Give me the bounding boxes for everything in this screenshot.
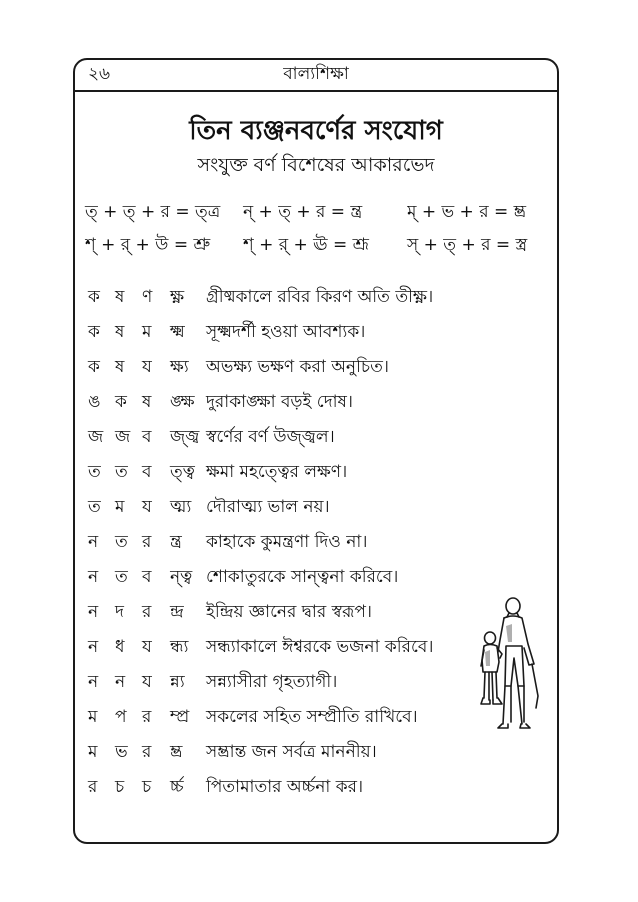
component-letter: ণ	[142, 287, 153, 307]
component-letter: ন	[115, 672, 126, 692]
example-row	[88, 282, 488, 312]
component-letter: জ	[88, 427, 104, 447]
example-row	[88, 772, 488, 802]
component-letter: ন	[88, 672, 99, 692]
component-letter: ত	[115, 532, 128, 552]
example-sentence: সন্ধ্যাকালে ঈশ্বরকে ভজনা করিবে।	[206, 637, 434, 657]
formula: ম্‌ + ভ + র = ম্ভ্র	[407, 202, 527, 222]
component-letter: জ	[115, 427, 131, 447]
component-letter: য	[142, 637, 152, 657]
example-sentence: কাহাকে কুমন্ত্রণা দিও না।	[206, 532, 368, 552]
component-letter: ত	[115, 567, 128, 587]
example-row	[88, 352, 488, 382]
component-letter: র	[88, 777, 98, 797]
formula: শ্‌ + র্‌ + ঊ = শ্রূ	[243, 235, 369, 255]
conjunct-letter: ক্ষ্ণ	[170, 287, 185, 307]
book-title: বাল্যশিক্ষা	[283, 64, 349, 84]
conjunct-letter: র্চ্চ	[170, 777, 184, 797]
page-number: ২৬	[88, 64, 111, 84]
conjunct-letter: ক্ষ্য	[170, 357, 189, 377]
example-row	[88, 667, 488, 697]
component-letter: ষ	[115, 357, 125, 377]
component-letter: দ	[115, 602, 124, 622]
component-letter: র	[142, 707, 152, 727]
component-letter: র	[142, 602, 152, 622]
component-letter: ত	[88, 497, 101, 517]
lesson-subtitle: সংযুক্ত বর্ণ বিশেষের আকারভেদ	[197, 154, 435, 176]
component-letter: চ	[115, 777, 125, 797]
example-row	[88, 317, 488, 347]
component-letter: চ	[142, 777, 152, 797]
formula-row	[85, 198, 545, 226]
component-letter: ন	[88, 567, 99, 587]
component-letter: ক	[115, 392, 127, 412]
component-letter: ন	[88, 637, 99, 657]
component-letter: ক	[88, 287, 100, 307]
conjunct-letter: ন্দ্র	[170, 602, 184, 622]
formula: ন্‌ + ত্‌ + র = ন্ত্র	[243, 202, 363, 222]
component-letter: ভ	[115, 742, 128, 762]
component-letter: ষ	[115, 322, 125, 342]
example-sentence: সকলের সহিত সম্প্রীতি রাখিবে।	[206, 707, 418, 727]
example-row	[88, 457, 488, 487]
component-letter: ন	[88, 602, 99, 622]
conjunct-letter: ম্প্র	[170, 707, 190, 727]
component-letter: ম	[142, 322, 152, 342]
example-row	[88, 632, 488, 662]
conjunct-letter: ঙ্ক্ষ	[170, 392, 195, 412]
conjunct-letter: ন্ন্য	[170, 672, 185, 692]
component-letter: ব	[142, 567, 152, 587]
example-row	[88, 702, 488, 732]
example-sentence: সম্ভ্রান্ত জন সর্বত্র মাননীয়।	[206, 742, 377, 762]
conjunct-letter: ত্ত্ব	[170, 462, 195, 482]
conjunct-letter: ম্ভ্র	[170, 742, 183, 762]
example-row	[88, 527, 488, 557]
conjunct-letter: ন্ত্র	[170, 532, 182, 552]
component-letter: প	[115, 707, 127, 727]
example-sentence: শোকাতুরকে সান্ত্বনা করিবে।	[206, 567, 399, 587]
component-letter: ত	[115, 462, 128, 482]
component-letter: য	[142, 357, 152, 377]
example-sentence: সন্ন্যাসীরা গৃহত্যাগী।	[206, 672, 338, 692]
example-sentence: দুরাকাঙ্ক্ষা বড়ই দোষ।	[206, 392, 354, 412]
component-letter: র	[142, 532, 152, 552]
example-row	[88, 422, 488, 452]
component-letter: ম	[115, 497, 125, 517]
example-row	[88, 387, 488, 417]
formula: শ্‌ + র্‌ + উ = শ্রু	[85, 235, 211, 255]
component-letter: ব	[142, 462, 152, 482]
conjunct-letter: ক্ষ্ম	[170, 322, 185, 342]
example-sentence: দৌরাত্ম্য ভাল নয়।	[206, 497, 330, 517]
component-letter: ত	[88, 462, 101, 482]
formula: ত্‌ + ত্‌ + র = ত্ত্র	[85, 202, 221, 222]
lesson-title: তিন ব্যঞ্জনবর্ণের সংযোগ	[189, 116, 443, 146]
component-letter: ম	[88, 742, 98, 762]
header-divider	[73, 90, 559, 92]
component-letter: ষ	[115, 287, 125, 307]
component-letter: ষ	[142, 392, 152, 412]
conjunct-letter: ন্ধ্য	[170, 637, 189, 657]
example-row	[88, 492, 488, 522]
component-letter: ম	[88, 707, 98, 727]
example-sentence: ক্ষমা মহত্ত্বের লক্ষণ।	[206, 462, 348, 482]
component-letter: ব	[142, 427, 152, 447]
component-letter: ক	[88, 322, 100, 342]
formula-row	[85, 231, 545, 259]
example-row	[88, 737, 488, 767]
example-sentence: গ্রীষ্মকালে রবির কিরণ অতি তীক্ষ্ণ।	[206, 287, 434, 307]
component-letter: ক	[88, 357, 100, 377]
example-sentence: অভক্ষ্য ভক্ষণ করা অনুচিত।	[206, 357, 389, 377]
example-row	[88, 562, 488, 592]
example-row	[88, 597, 488, 627]
formula: স্‌ + ত্‌ + র = স্ত্র	[407, 235, 528, 255]
conjunct-letter: জ্জ্ব	[170, 427, 200, 447]
component-letter: য	[142, 672, 152, 692]
example-sentence: সূক্ষ্মদর্শী হওয়া আবশ্যক।	[206, 322, 366, 342]
component-letter: ন	[88, 532, 99, 552]
component-letter: ঙ	[88, 392, 101, 412]
example-sentence: পিতামাতার অর্চ্চনা কর।	[206, 777, 364, 797]
example-sentence: ইন্দ্রিয় জ্ঞানের দ্বার স্বরূপ।	[206, 602, 372, 622]
conjunct-letter: ন্ত্ব	[170, 567, 193, 587]
example-sentence: স্বর্ণের বর্ণ উজ্জ্বল।	[206, 427, 335, 447]
component-letter: ধ	[115, 637, 125, 657]
component-letter: য	[142, 497, 152, 517]
conjunct-letter: ত্ম্য	[170, 497, 192, 517]
component-letter: র	[142, 742, 152, 762]
adult-and-child-figures-icon	[478, 596, 546, 742]
